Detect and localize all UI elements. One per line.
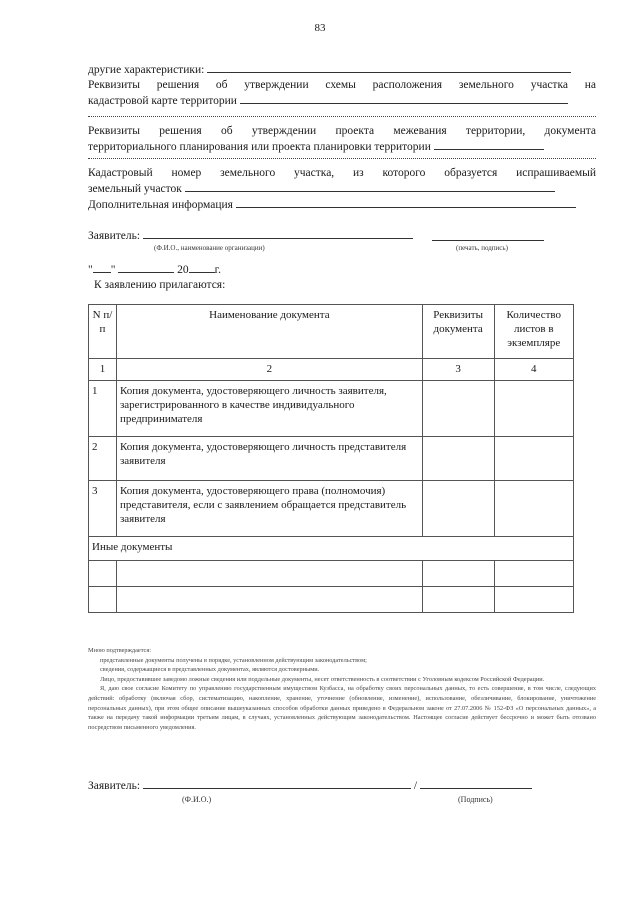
- table-row-empty: [89, 587, 574, 613]
- requisites-cell[interactable]: [422, 381, 494, 437]
- quantity-cell[interactable]: [494, 481, 574, 537]
- scheme-requisites-extra-line[interactable]: [88, 116, 596, 117]
- table-index-row: 1 2 3 4: [89, 359, 574, 381]
- footer-name-hint: (Ф.И.О.): [182, 795, 212, 804]
- header-requisites: Реквизиты документа: [422, 305, 494, 359]
- cadastral-number-line1: Кадастровый номер земельного участка, из которого образуется испрашиваемый: [88, 167, 596, 179]
- scheme-requisites-field[interactable]: [240, 93, 568, 104]
- scheme-requisites-line2: кадастровой карте территории: [88, 93, 568, 108]
- applicant-label: Заявитель:: [88, 230, 141, 242]
- quantity-cell[interactable]: [494, 437, 574, 481]
- table-header-row: [89, 305, 574, 359]
- footer-name-field[interactable]: [143, 778, 411, 789]
- date-month-field[interactable]: [118, 262, 174, 273]
- applicant-row: [88, 228, 413, 243]
- confirmation-notes: [88, 646, 596, 732]
- date-row: " " 20 г.: [88, 264, 221, 276]
- footer-applicant-label: Заявитель:: [88, 780, 141, 792]
- applicant-sign-hint: (печать, подпись): [456, 244, 508, 252]
- attached-label: К заявлению прилагаются:: [94, 279, 226, 291]
- documents-table: [88, 304, 574, 613]
- page-number: 83: [314, 22, 326, 34]
- table-row-empty: [89, 561, 574, 587]
- footer-signature-field[interactable]: [420, 778, 532, 789]
- applicant-signature-field[interactable]: [432, 230, 544, 241]
- footer-applicant-row: Заявитель: /: [88, 778, 532, 793]
- note-consent: Я, даю свое согласие Комитету по управлению государственным имуществом Кузбасса, на обработку своих персональных данных, то есть совершение, в том числе, следующих действий: обработку (включая сбор, систематизацию, накопление, хранение, уточнение (обновление, изменение), использование, обезличивание, блокирование, уничтожение персональных данных), при этом общее описание вышеуказанных способов обработки данных приведено в Федеральном законе от 27.07.2006 № 152-ФЗ «О персональных данных», а также на передачу такой информации третьим лицам, в случаях, установленных действующим законодательством. Настоящее согласие действует бессрочно и может быть отозвано посредством письменного уведомления.: [88, 685, 596, 731]
- project-requisites-extra-line[interactable]: [88, 158, 596, 159]
- other-characteristics-row: [88, 62, 571, 77]
- header-quantity: Количество листов в экземпляре: [494, 305, 574, 359]
- note-item: представленные документы получены в порядке, установленном действующим законодательством;: [100, 656, 367, 664]
- date-day-field[interactable]: [93, 262, 111, 273]
- other-characteristics-label: другие характеристики:: [88, 64, 205, 76]
- project-requisites-line2: территориального планирования или проекта планировки территории: [88, 139, 544, 154]
- other-documents-row: Иные документы: [89, 537, 574, 561]
- table-row: 3 Копия документа, удостоверяющего права (полномочия) представителя, если с заявлением обращается представитель заявителя: [89, 481, 574, 537]
- footer-sign-hint: (Подпись): [458, 795, 493, 804]
- additional-info-field[interactable]: [236, 197, 576, 208]
- notes-heading: Мною подтверждается:: [88, 647, 151, 654]
- scheme-requisites-line1: Реквизиты решения об утверждении схемы расположения земельного участка на: [88, 79, 596, 91]
- note-item: сведения, содержащиеся в представленных документах, являются достоверными.: [100, 666, 320, 674]
- additional-info-row: Дополнительная информация: [88, 197, 576, 212]
- date-year-field[interactable]: [189, 262, 215, 273]
- requisites-cell[interactable]: [422, 481, 494, 537]
- other-characteristics-field[interactable]: [207, 62, 571, 73]
- project-requisites-field[interactable]: [434, 139, 544, 150]
- cadastral-number-field[interactable]: [185, 181, 555, 192]
- project-requisites-line1: Реквизиты решения об утверждении проекта межевания территории, документа: [88, 125, 596, 137]
- header-num: N п/п: [89, 305, 117, 359]
- table-row: 2 Копия документа, удостоверяющего личность представителя заявителя: [89, 437, 574, 481]
- quantity-cell[interactable]: [494, 381, 574, 437]
- requisites-cell[interactable]: [422, 437, 494, 481]
- table-row: 1 Копия документа, удостоверяющего личность заявителя, зарегистрированного в качестве индивидуального предпринимателя: [89, 381, 574, 437]
- header-name: Наименование документа: [116, 305, 422, 359]
- cadastral-number-line2: земельный участок: [88, 181, 555, 196]
- note-item: Лицо, предоставившее заведомо ложные сведения или поддельные документы, несет ответственность в соответствии с Уголовным кодексом Российской Федерации.: [100, 675, 545, 683]
- applicant-name-field[interactable]: [143, 228, 413, 239]
- applicant-name-hint: (Ф.И.О., наименование организации): [154, 244, 265, 252]
